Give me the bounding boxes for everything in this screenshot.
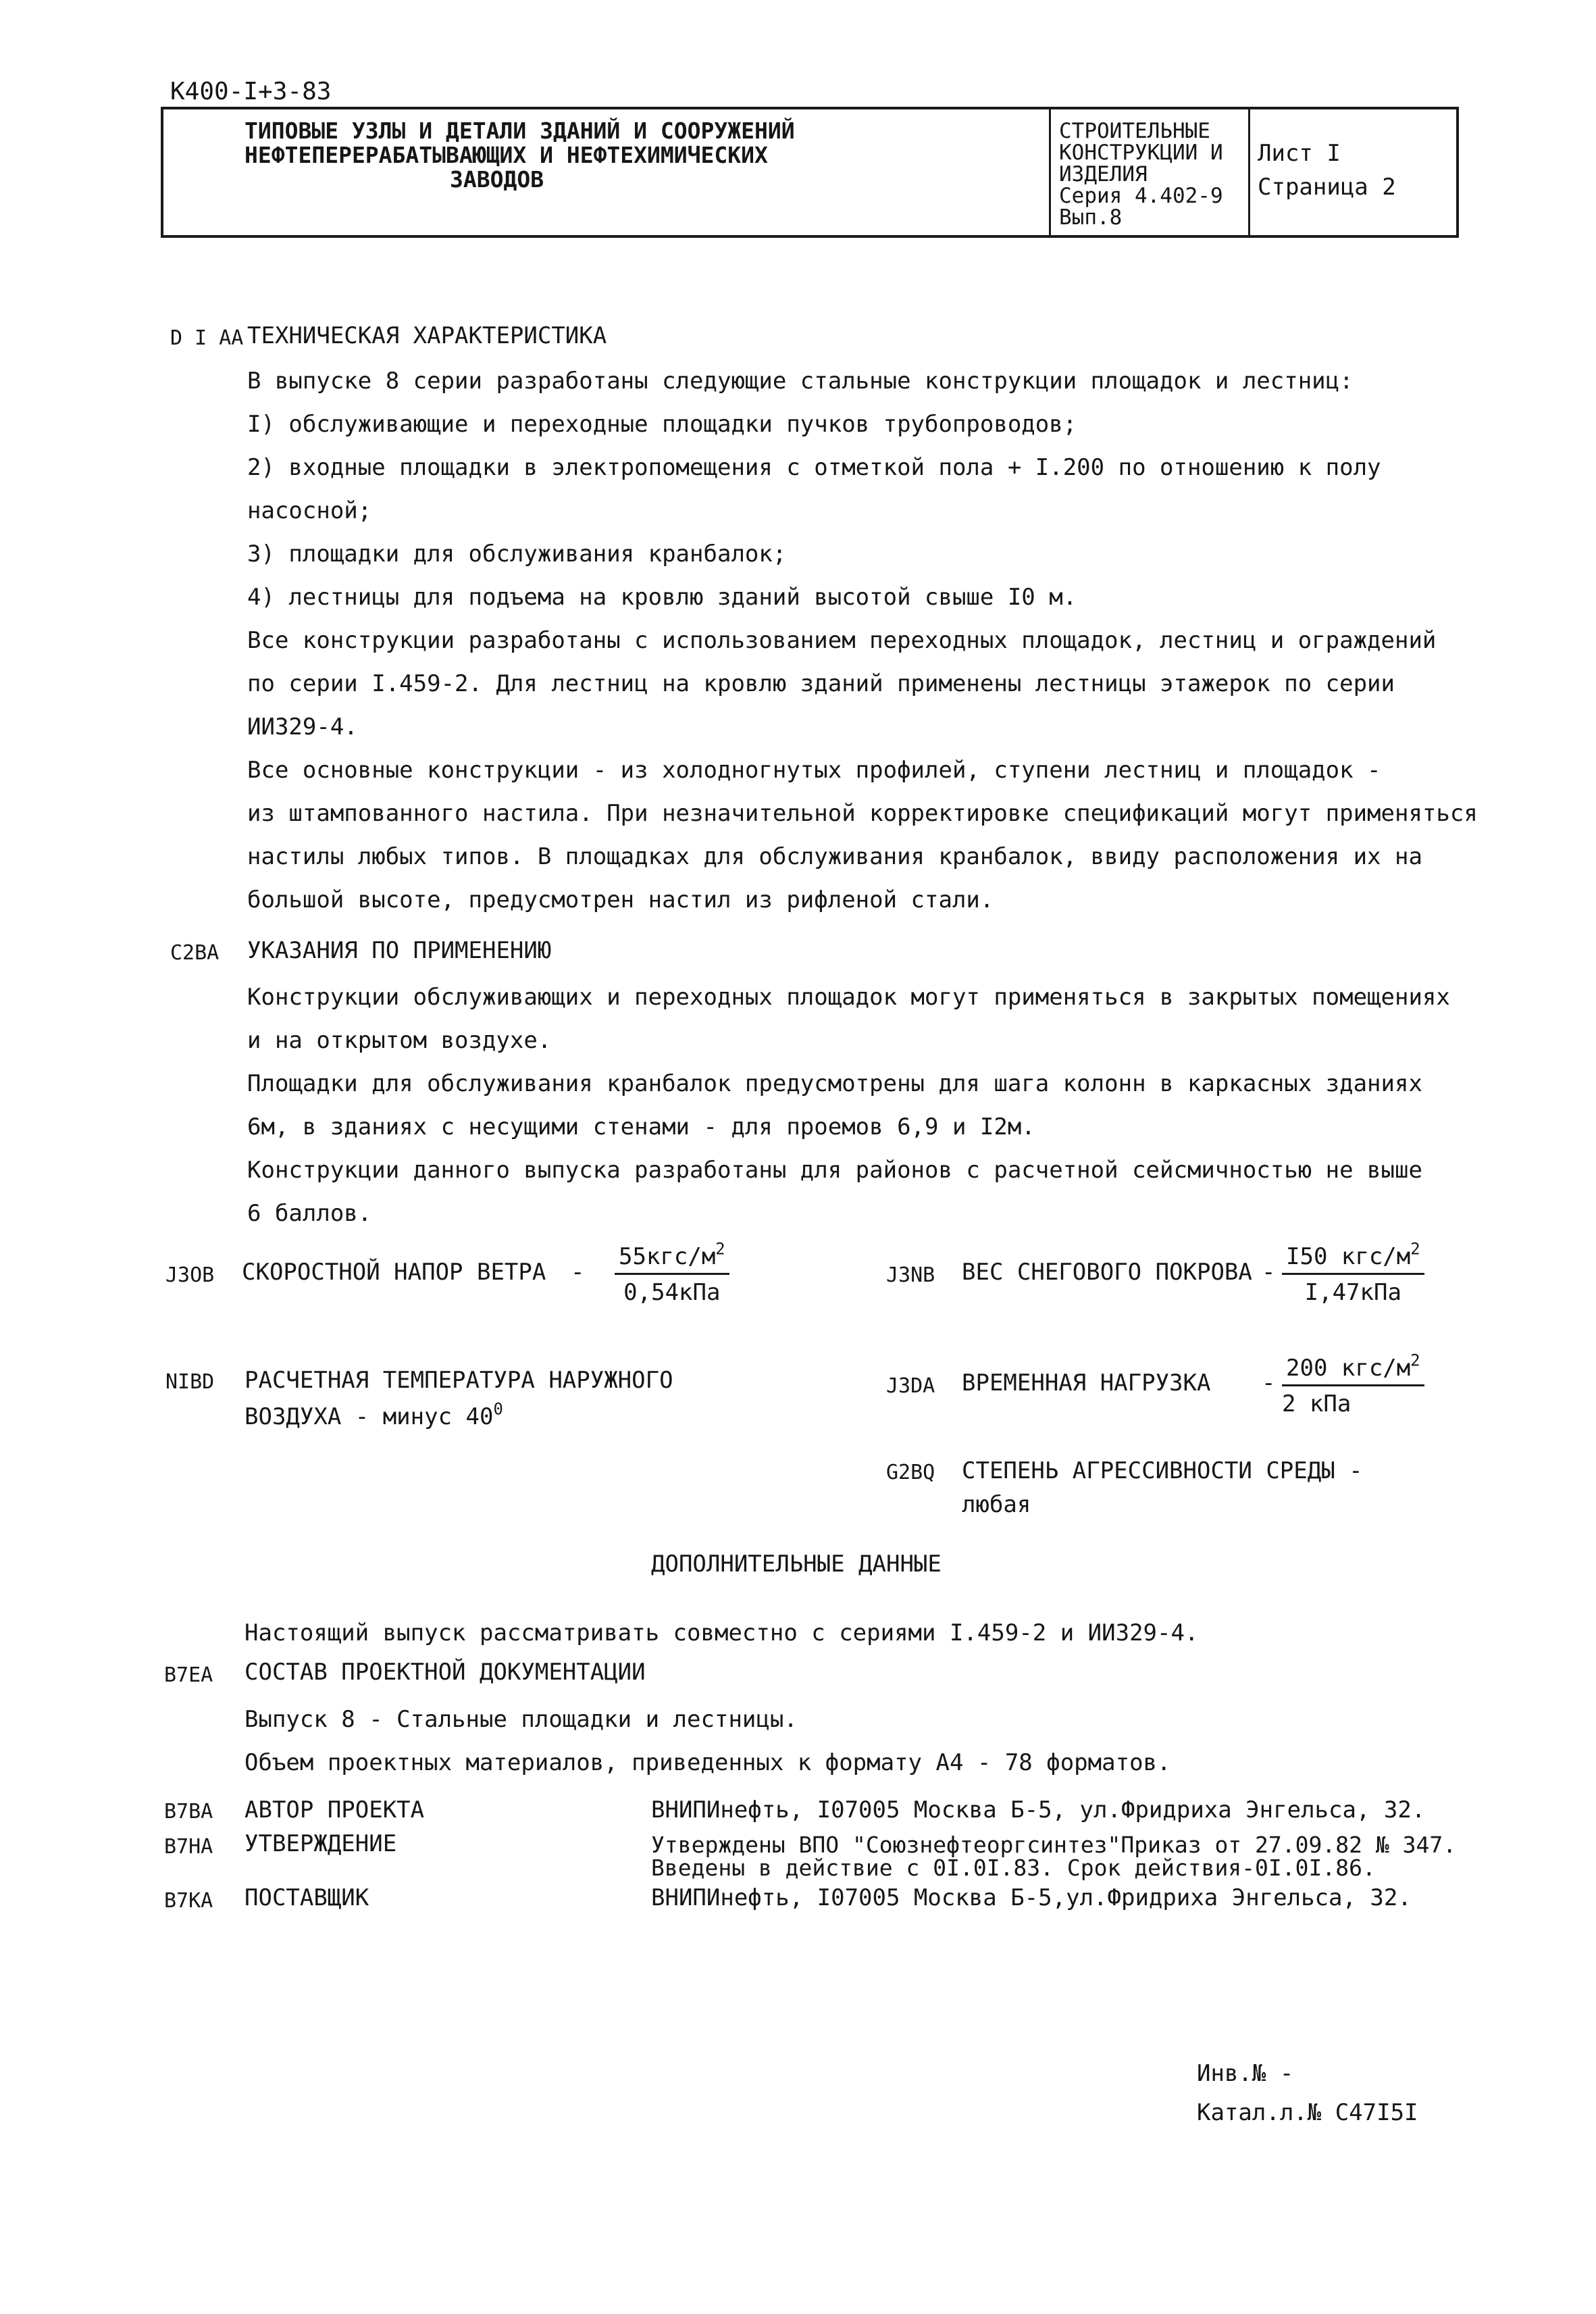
tech-line: большой высоте, предусмотрен настил из рифленой стали. — [247, 886, 994, 913]
section-code: B7BA — [164, 1800, 213, 1823]
header-title-line: ТИПОВЫЕ УЗЛЫ И ДЕТАЛИ ЗДАНИЙ И СООРУЖЕНИЙ — [244, 118, 795, 144]
snow-value-num: I50 кгс/м — [1286, 1243, 1411, 1270]
author-value: ВНИПИнефть, I07005 Москва Б-5, ул.Фридриха Энгельса, 32. — [651, 1796, 1426, 1823]
tech-line: 4) лестницы для подъема на кровлю зданий высотой свыше I0 м. — [247, 584, 1077, 611]
tech-line: I) обслуживающие и переходные площадки пучков трубопроводов; — [247, 411, 1077, 438]
snow-dash: - — [1262, 1259, 1276, 1286]
wind-value — [615, 1239, 729, 1306]
extra-line: Настоящий выпуск рассматривать совместно с сериями I.459-2 и ИИ329-4. — [244, 1619, 1199, 1646]
param-code: NIBD — [165, 1370, 215, 1394]
category-line: КОНСТРУКЦИИ И — [1059, 141, 1223, 165]
header-title — [244, 119, 795, 192]
section-code: D I AA — [170, 326, 244, 350]
approval-label: УТВЕРЖДЕНИЕ — [244, 1830, 397, 1857]
temp-label-line2 — [244, 1399, 503, 1430]
wind-dash: - — [571, 1259, 585, 1286]
live-value — [1282, 1351, 1424, 1417]
tech-line: Все конструкции разработаны с использованием переходных площадок, лестниц и ограждений — [247, 627, 1437, 654]
tech-line: 3) площадки для обслуживания кранбалок; — [247, 540, 787, 568]
header-title-line: НЕФТЕПЕРЕРАБАТЫВАЮЩИХ И НЕФТЕХИМИЧЕСКИХ — [244, 142, 768, 168]
category-line: СТРОИТЕЛЬНЫЕ — [1059, 119, 1210, 143]
page-number: Страница 2 — [1258, 174, 1396, 201]
tech-line: по серии I.459-2. Для лестниц на кровлю зданий применены лестницы этажерок по серии — [247, 670, 1395, 697]
tech-line: настилы любых типов. В площадках для обслуживания кранбалок, ввиду расположения их на — [247, 843, 1422, 870]
usage-line: и на открытом воздухе. — [247, 1027, 552, 1054]
wind-value-sup: 2 — [715, 1239, 725, 1259]
tech-line: В выпуске 8 серии разработаны следующие стальные конструкции площадок и лестниц: — [247, 368, 1354, 395]
param-code: J3NB — [886, 1263, 935, 1287]
author-label: АВТОР ПРОЕКТА — [244, 1796, 425, 1823]
temp-label-line1: РАСЧЕТНАЯ ТЕМПЕРАТУРА НАРУЖНОГО — [244, 1367, 673, 1394]
live-label: ВРЕМЕННАЯ НАГРУЗКА — [962, 1369, 1211, 1397]
snow-value-den: I,47кПа — [1304, 1279, 1401, 1306]
snow-value-sup: 2 — [1410, 1239, 1420, 1259]
tech-line: 2) входные площадки в электропомещения с отметкой пола + I.200 по отношению к полу — [247, 454, 1381, 481]
live-dash: - — [1262, 1369, 1276, 1397]
approval-value-line2: Введены в действие с 0I.0I.83. Срок действия-0I.0I.86. — [651, 1855, 1376, 1881]
tech-line: из штампованного настила. При незначительной корректировке спецификаций могут применяться — [247, 800, 1478, 827]
aggr-label-line1: СТЕПЕНЬ АГРЕССИВНОСТИ СРЕДЫ - — [962, 1457, 1363, 1484]
live-value-sup: 2 — [1410, 1351, 1420, 1370]
document-code: К400-I+3-83 — [170, 78, 332, 105]
usage-heading: УКАЗАНИЯ ПО ПРИМЕНЕНИЮ — [247, 937, 552, 964]
wind-value-den: 0,54кПа — [623, 1279, 721, 1306]
tech-line: насосной; — [247, 497, 372, 524]
header-category — [1059, 120, 1223, 228]
temp-label-text: ВОЗДУХА - минус 40 — [244, 1403, 494, 1430]
docs-line: Выпуск 8 - Стальные площадки и лестницы. — [244, 1706, 798, 1733]
docs-heading: СОСТАВ ПРОЕКТНОЙ ДОКУМЕНТАЦИИ — [244, 1659, 646, 1686]
usage-line: Конструкции обслуживающих и переходных площадок могут применяться в закрытых помещениях — [247, 984, 1450, 1011]
sheet-number: Лист I — [1258, 140, 1341, 167]
category-line: ИЗДЕЛИЯ — [1059, 162, 1148, 186]
tech-heading: ТЕХНИЧЕСКАЯ ХАРАКТЕРИСТИКА — [247, 322, 607, 349]
param-code: J3DA — [886, 1374, 935, 1398]
live-value-den: 2 кПа — [1282, 1390, 1352, 1417]
section-code: B7EA — [164, 1663, 213, 1687]
supplier-value: ВНИПИнефть, I07005 Москва Б-5,ул.Фридриха Энгельса, 32. — [651, 1884, 1412, 1911]
section-code: C2BA — [170, 941, 220, 965]
live-value-num: 200 кгс/м — [1286, 1355, 1411, 1382]
tech-line: ИИ329-4. — [247, 713, 358, 740]
snow-value — [1282, 1239, 1424, 1306]
inventory-number: Инв.№ - — [1197, 2060, 1294, 2087]
approval-value-line1: Утверждены ВПО "Союзнефтеоргсинтез"Приказ от 27.09.82 № 347. — [651, 1832, 1457, 1858]
supplier-label: ПОСТАВЩИК — [244, 1884, 369, 1911]
header-title-line: ЗАВОДОВ — [450, 166, 544, 193]
wind-value-num: 55кгс/м — [619, 1243, 716, 1270]
docs-line: Объем проектных материалов, приведенных к формату А4 - 78 форматов. — [244, 1749, 1171, 1776]
usage-line: Конструкции данного выпуска разработаны для районов с расчетной сейсмичностью не выше — [247, 1157, 1422, 1184]
usage-line: 6 баллов. — [247, 1200, 372, 1227]
aggr-label-line2: любая — [962, 1491, 1031, 1518]
category-line: Серия 4.402-9 — [1059, 184, 1223, 208]
catalog-number: Катал.л.№ С47I5I — [1197, 2099, 1418, 2126]
section-code: B7HA — [164, 1835, 213, 1859]
usage-line: Площадки для обслуживания кранбалок предусмотрены для шага колонн в каркасных зданиях — [247, 1070, 1422, 1097]
snow-label: ВЕС СНЕГОВОГО ПОКРОВА — [962, 1259, 1252, 1286]
wind-label: СКОРОСТНОЙ НАПОР ВЕТРА — [242, 1259, 546, 1286]
usage-line: 6м, в зданиях с несущими стенами - для проемов 6,9 и I2м. — [247, 1113, 1035, 1140]
tech-line: Все основные конструкции - из холодногнутых профилей, ступени лестниц и площадок - — [247, 757, 1381, 784]
temp-degree: 0 — [493, 1399, 503, 1419]
extra-heading: ДОПОЛНИТЕЛЬНЫЕ ДАННЫЕ — [651, 1551, 942, 1578]
param-code: G2BQ — [886, 1461, 935, 1484]
section-code: B7KA — [164, 1889, 213, 1913]
category-line: Вып.8 — [1059, 205, 1123, 230]
param-code: J3OB — [165, 1263, 215, 1287]
